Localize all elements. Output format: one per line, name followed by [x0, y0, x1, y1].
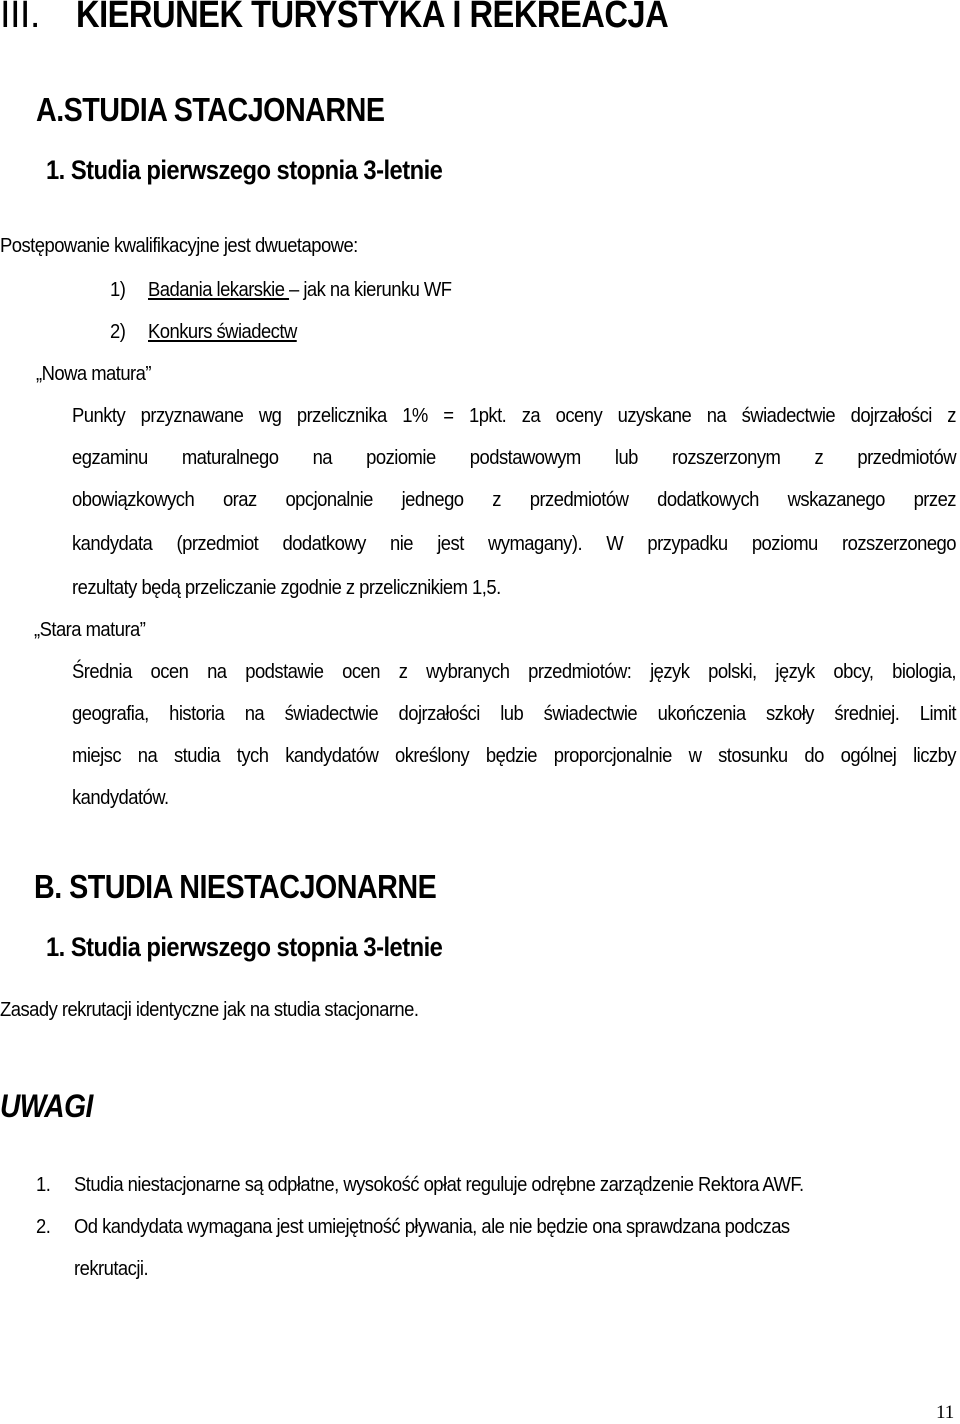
stara-matura-line-2: geografia, historia na świadectwie dojrzałości lub świadectwie ukończenia szkoły średniej. Limit — [72, 702, 956, 725]
nowa-matura-line-5: rezultaty będą przeliczanie zgodnie z przelicznikiem 1,5. — [72, 576, 501, 599]
uwagi-item-1-line-1: Studia niestacjonarne są odpłatne, wysokość opłat reguluje odrębne zarządzenie Rektora AWF. — [74, 1173, 804, 1196]
stacjonarne-heading: A.STUDIA STACJONARNE — [36, 91, 385, 128]
uwagi-heading: UWAGI — [0, 1088, 93, 1124]
page-number: 11 — [936, 1402, 955, 1423]
uwagi-item-2-line-1: Od kandydata wymagana jest umiejętność pływania, ale nie będzie ona sprawdzana podczas — [74, 1215, 790, 1238]
step-2-num: 2) — [110, 320, 126, 343]
nowa-matura-line-4: kandydata (przedmiot dodatkowy nie jest wymagany). W przypadku poziomu rozszerzonego — [72, 532, 956, 555]
stara-matura-label: „Stara matura” — [34, 618, 146, 641]
nowa-matura-line-2: egzaminu maturalnego na poziomie podstawowym lub rozszerzonym z przedmiotów — [72, 446, 956, 469]
step-1 — [148, 278, 452, 302]
uwagi-item-1-num: 1. — [36, 1173, 51, 1196]
nowa-matura-line-3: obowiązkowych oraz opcjonalnie jednego z przedmiotów dodatkowych wskazanego przez — [72, 488, 956, 511]
stara-matura-line-4: kandydatów. — [72, 786, 169, 809]
intro-text: Postępowanie kwalifikacyjne jest dwuetapowe: — [0, 234, 358, 257]
step-1-num: 1) — [110, 278, 126, 301]
stacjonarne-subheading: 1. Studia pierwszego stopnia 3-letnie — [46, 155, 443, 185]
uwagi-item-2-line-2: rekrutacji. — [74, 1257, 149, 1280]
uwagi-item-2-num: 2. — [36, 1215, 51, 1238]
step-2-underlined: Konkurs świadectw — [148, 320, 297, 343]
step-1-underlined: Badania lekarskie — [148, 278, 290, 301]
niestacjonarne-text: Zasady rekrutacji identyczne jak na studia stacjonarne. — [0, 998, 419, 1021]
step-1-rest: – jak na kierunku WF — [289, 278, 452, 301]
section-number: III. — [0, 0, 40, 36]
section-title: KIERUNEK TURYSTYKA I REKREACJA — [76, 0, 669, 36]
niestacjonarne-subheading: 1. Studia pierwszego stopnia 3-letnie — [46, 932, 443, 962]
nowa-matura-label: „Nowa matura” — [36, 362, 151, 385]
niestacjonarne-heading: B. STUDIA NIESTACJONARNE — [34, 868, 437, 905]
stara-matura-line-3: miejsc na studia tych kandydatów określony będzie proporcjonalnie w stosunku do ogólnej liczby — [72, 744, 956, 767]
step-2 — [148, 320, 297, 344]
nowa-matura-line-1: Punkty przyznawane wg przelicznika 1% = 1pkt. za oceny uzyskane na świadectwie dojrzałości z — [72, 404, 956, 427]
stara-matura-line-1: Średnia ocen na podstawie ocen z wybranych przedmiotów: język polski, język obcy, biologia, — [72, 660, 956, 683]
